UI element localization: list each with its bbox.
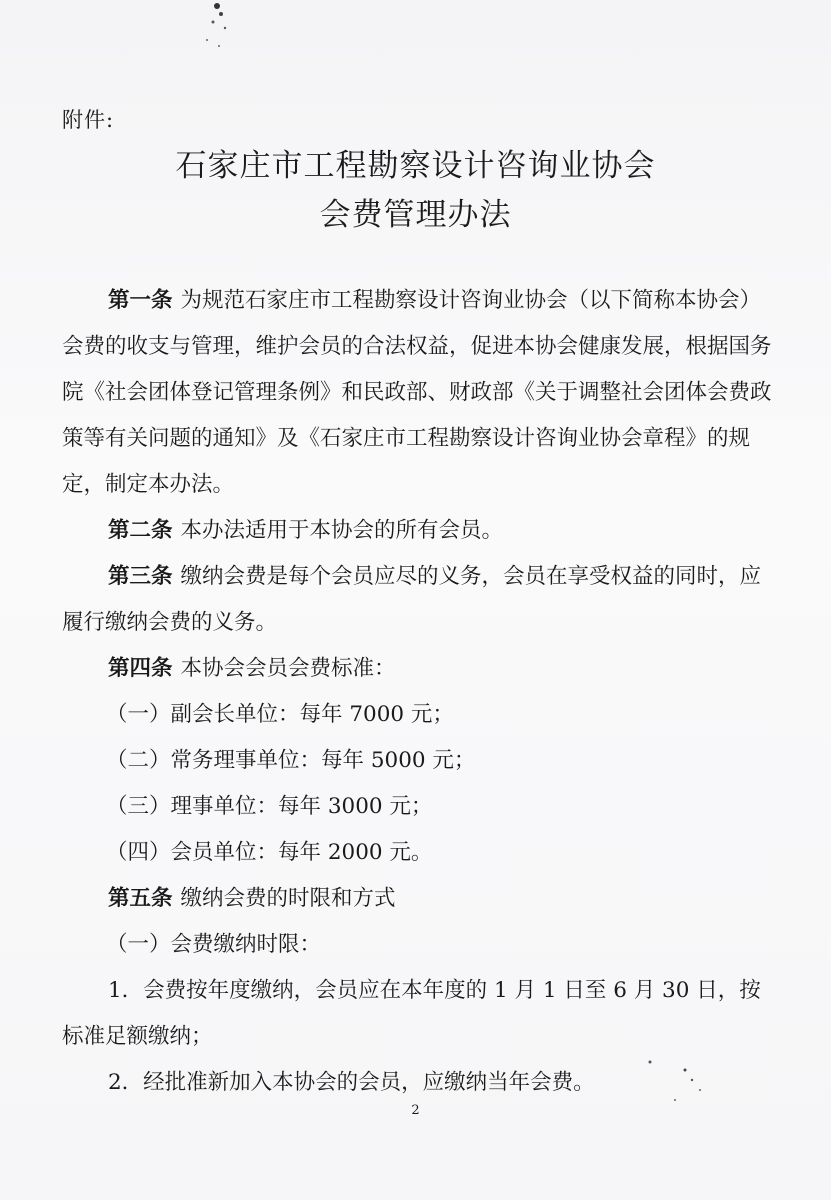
payment-rule: 2．经批准新加入本协会的会员，应缴纳当年会费。 bbox=[108, 1070, 595, 1095]
article-5 bbox=[62, 876, 774, 922]
fee-item: （二）常务理事单位：每年 5000 元； bbox=[106, 748, 476, 773]
attachment-label: 附件: bbox=[62, 108, 115, 132]
document-subtitle: 会费管理办法 bbox=[319, 197, 512, 233]
article-3 bbox=[62, 554, 774, 646]
payment-rule: 1．会费按年度缴纳，会员应在本年度的 1 月 1 日至 6 月 30 日，按标准足额缴纳； bbox=[62, 978, 761, 1049]
article-1-heading: 第一条 bbox=[108, 288, 173, 313]
article-2 bbox=[62, 508, 774, 554]
fee-item: （四）会员单位：每年 2000 元。 bbox=[106, 840, 433, 865]
article-1-text: 为规范石家庄市工程勘察设计咨询业协会（以下简称本协会）会费的收支与管理，维护会员的合法权益，促进本协会健康发展，根据国务院《社会团体登记管理条例》和民政部、财政部《关于调整社会团体会费政策等有关问题的通知》及《石家庄市工程勘察设计咨询业协会章程》的规定，制定本办法。 bbox=[62, 288, 772, 497]
fee-item: （三）理事单位：每年 3000 元； bbox=[106, 794, 433, 819]
article-5-text: 缴纳会费的时限和方式 bbox=[180, 886, 396, 911]
article-2-text: 本办法适用于本协会的所有会员。 bbox=[180, 518, 504, 543]
article-4-heading: 第四条 bbox=[108, 656, 173, 681]
article-4 bbox=[62, 646, 774, 692]
scan-noise-top bbox=[195, 0, 255, 60]
article-3-text: 缴纳会费是每个会员应尽的义务，会员在享受权益的同时，应履行缴纳会费的义务。 bbox=[62, 564, 762, 635]
article-4-text: 本协会会员会费标准： bbox=[180, 656, 396, 681]
article-5-heading: 第五条 bbox=[108, 886, 173, 911]
payment-deadline-heading: （一）会费缴纳时限： bbox=[106, 932, 322, 957]
document-body bbox=[62, 278, 774, 1106]
article-3-heading: 第三条 bbox=[108, 564, 173, 589]
article-2-heading: 第二条 bbox=[108, 518, 173, 543]
article-1 bbox=[62, 278, 774, 508]
page-number: 2 bbox=[411, 1103, 420, 1118]
document-title: 石家庄市工程勘察设计咨询业协会 bbox=[175, 148, 656, 184]
fee-item: （一）副会长单位：每年 7000 元； bbox=[106, 702, 454, 727]
